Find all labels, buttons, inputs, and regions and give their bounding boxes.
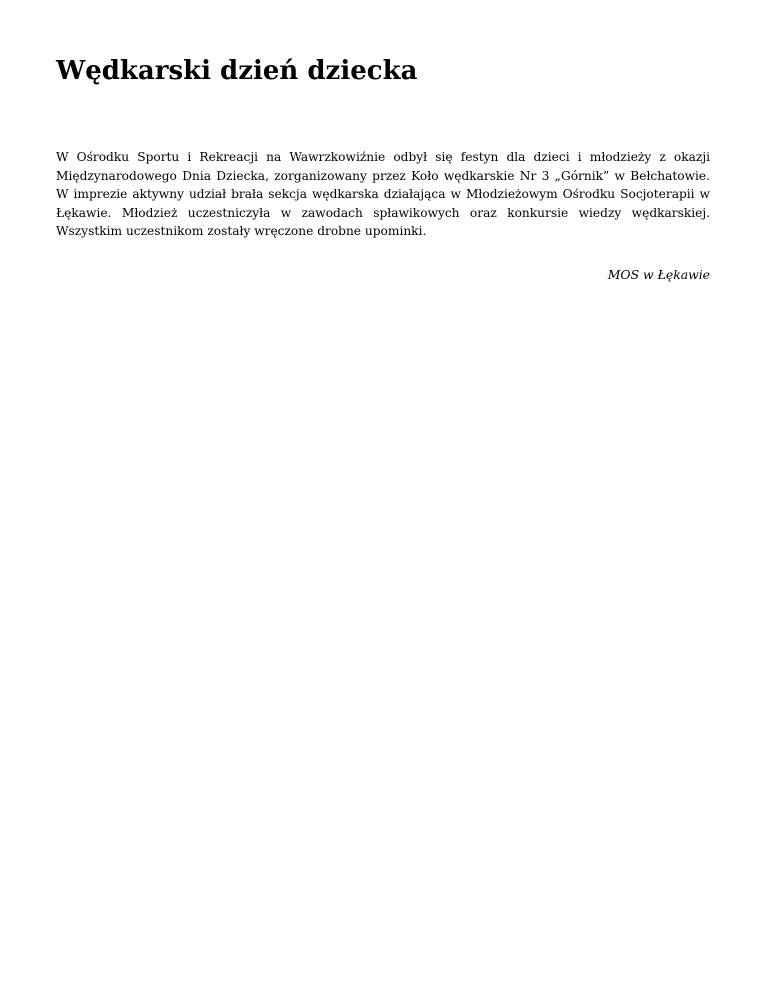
article-signature: MOS w Łękawie bbox=[607, 267, 710, 282]
article-title: Wędkarski dzień dziecka bbox=[56, 56, 418, 86]
article-body: W Ośrodku Sportu i Rekreacji na Wawrzkowiźnie odbył się festyn dla dzieci i młodzieży z okazji Międzynarodowego Dnia Dziecka, zorganizowany przez Koło wędkarskie Nr 3 „Górnik” w Bełchatowie. W imprezie aktywny udział brała sekcja wędkarska działająca w Młodzieżowym Ośrodku Socjoterapii w Łękawie. Młodzież uczestniczyła w zawodach spławikowych oraz konkursie wiedzy wędkarskiej. Wszystkim uczestnikom zostały wręczone drobne upominki. bbox=[56, 150, 710, 238]
